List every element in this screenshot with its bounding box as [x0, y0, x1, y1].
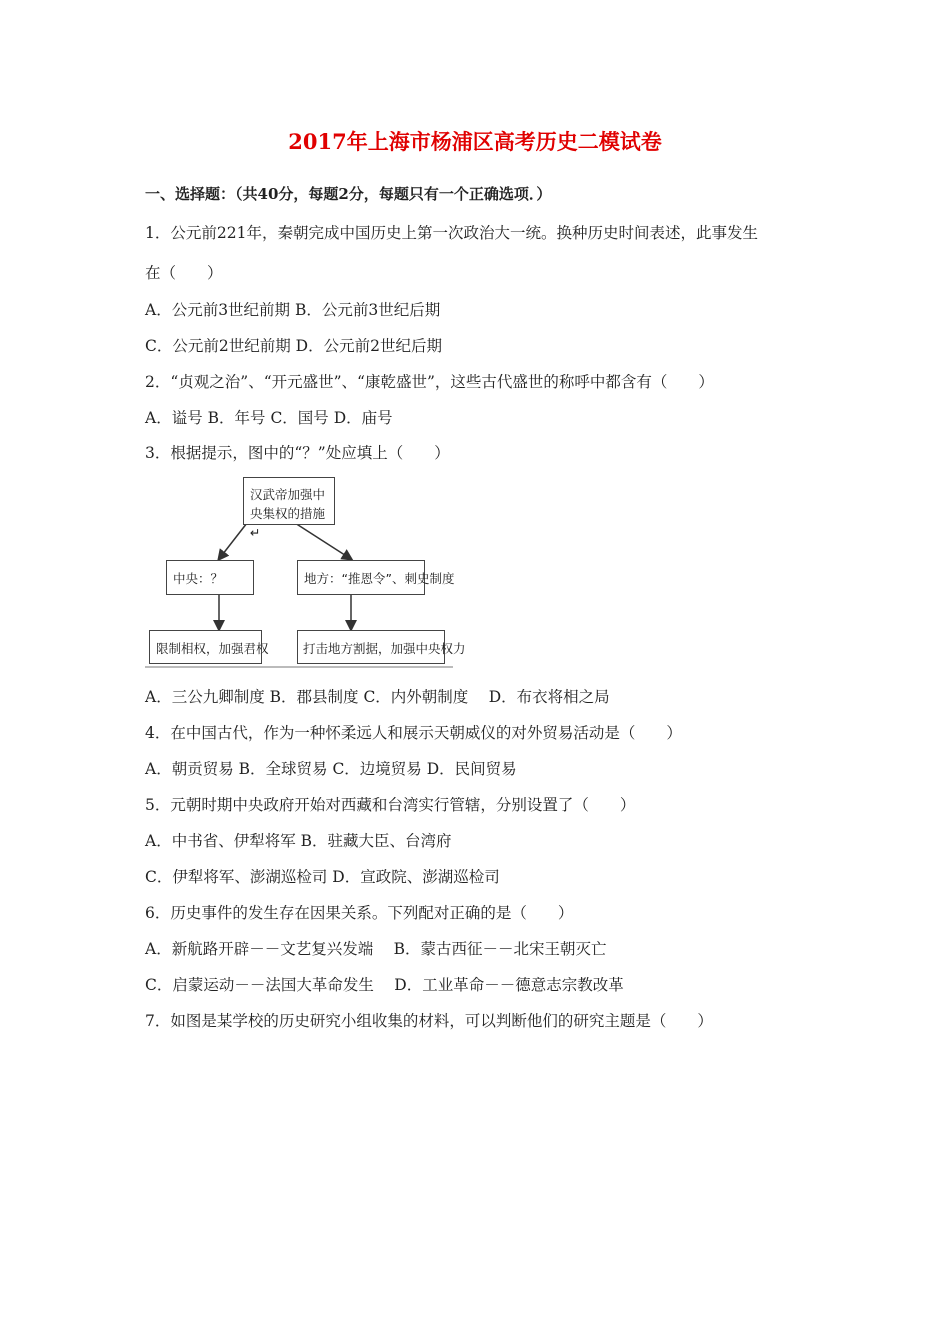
diagram-left-mid-text: 中央：？ [173, 571, 224, 586]
question-3-stem: 3．根据提示，图中的“？”处应填上（ ） [145, 444, 450, 462]
question-2-stem: 2．“贞观之治”、“开元盛世”、“康乾盛世”，这些古代盛世的称呼中都含有（ ） [145, 373, 714, 391]
question-2-options: A．谥号 B．年号 C．国号 D．庙号 [145, 409, 393, 427]
question-6-stem: 6．历史事件的发生存在因果关系。下列配对正确的是（ ） [145, 904, 574, 922]
diagram-top-line1: 汉武帝加强中 [250, 487, 326, 502]
question-6-options-ab: A．新航路开辟－－文艺复兴发端 B．蒙古西征－－北宋王朝灭亡 [145, 940, 607, 958]
diagram-box-left-bottom [149, 630, 269, 664]
section-header: 一、选择题：（共40分，每题2分，每题只有一个正确选项．） [145, 185, 552, 203]
question-5-options-cd: C．伊犁将军、澎湖巡检司 D．宣政院、澎湖巡检司 [145, 868, 500, 886]
diagram-right-mid-text: 地方：“推恩令”、刺史制度 [304, 571, 455, 586]
diagram-box-left-mid [166, 560, 254, 595]
diagram-box-right-mid [297, 560, 455, 595]
question-1-stem-cont: 在（ ） [145, 264, 223, 282]
diagram-right-bottom-text: 打击地方割据，加强中央权力 [303, 641, 466, 656]
page-title: 2017年上海市杨浦区高考历史二模试卷 [288, 129, 662, 154]
diagram-left-bottom-text: 限制相权，加强君权 [156, 641, 269, 656]
question-4-stem: 4．在中国古代，作为一种怀柔远人和展示天朝威仪的对外贸易活动是（ ） [145, 724, 682, 742]
question-6-options-cd: C．启蒙运动－－法国大革命发生 D．工业革命－－德意志宗教改革 [145, 976, 624, 994]
question-1-options-ab: A．公元前3世纪前期 B．公元前3世纪后期 [145, 301, 441, 319]
diagram-baseline [145, 666, 453, 668]
question-7-stem: 7．如图是某学校的历史研究小组收集的材料，可以判断他们的研究主题是（ ） [145, 1012, 713, 1030]
diagram-box-top [243, 477, 335, 540]
question-4-options: A．朝贡贸易 B．全球贸易 C．边境贸易 D．民间贸易 [145, 760, 517, 778]
q3-diagram [145, 473, 466, 668]
question-5-options-ab: A．中书省、伊犁将军 B．驻藏大臣、台湾府 [145, 832, 452, 850]
arrow-top-left [219, 523, 247, 559]
question-1-options-cd: C．公元前2世纪前期 D．公元前2世纪后期 [145, 337, 442, 355]
diagram-box-right-bottom [297, 630, 466, 664]
diagram-top-line2: 央集权的措施↵ [250, 506, 326, 540]
question-3-options: A．三公九卿制度 B．郡县制度 C．内外朝制度 D．布衣将相之局 [145, 688, 610, 706]
question-1-stem: 1．公元前221年，秦朝完成中国历史上第一次政治大一统。换种历史时间表述，此事发生 [145, 224, 758, 242]
question-5-stem: 5．元朝时期中央政府开始对西藏和台湾实行管辖，分别设置了（ ） [145, 796, 636, 814]
